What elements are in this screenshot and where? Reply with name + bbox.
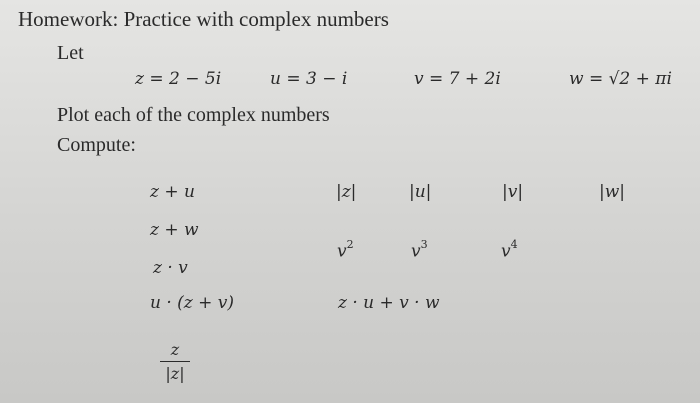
power-exponent: 2	[346, 238, 354, 251]
exercise-z-plus-w: z + w	[150, 220, 199, 240]
homework-title: Homework: Practice with complex numbers	[18, 7, 389, 31]
exercise-abs-w: |w|	[599, 182, 626, 202]
power-base: v	[337, 241, 347, 262]
plot-instruction: Plot each of the complex numbers	[57, 104, 330, 126]
power-base: v	[501, 241, 511, 262]
definition-z: z = 2 − 5i	[135, 69, 222, 89]
exercise-z-plus-u: z + u	[150, 182, 195, 202]
fraction-numerator: z	[170, 340, 180, 359]
let-label: Let	[57, 42, 84, 64]
exercise-zu-plus-vw: z · u + v · w	[338, 293, 440, 313]
exercise-v-squared	[337, 240, 354, 262]
power-base: v	[411, 241, 421, 262]
fraction-denominator: |z|	[165, 364, 185, 383]
exercise-v-cubed	[411, 240, 428, 262]
power-exponent: 3	[420, 238, 428, 251]
definition-w: w = √2 + πi	[569, 69, 672, 89]
exercise-abs-z: |z|	[336, 182, 357, 202]
exercise-u-times-z-plus-v: u · (z + v)	[150, 293, 235, 313]
definition-u: u = 3 − i	[270, 69, 348, 89]
exercise-v-fourth	[501, 240, 518, 262]
power-exponent: 4	[510, 238, 518, 251]
exercise-z-over-abs-z	[160, 340, 190, 383]
definition-v: v = 7 + 2i	[414, 69, 501, 89]
exercise-abs-u: |u|	[409, 182, 432, 202]
exercise-z-dot-v: z · v	[153, 258, 188, 278]
exercise-abs-v: |v|	[502, 182, 524, 202]
compute-label: Compute:	[57, 134, 136, 156]
